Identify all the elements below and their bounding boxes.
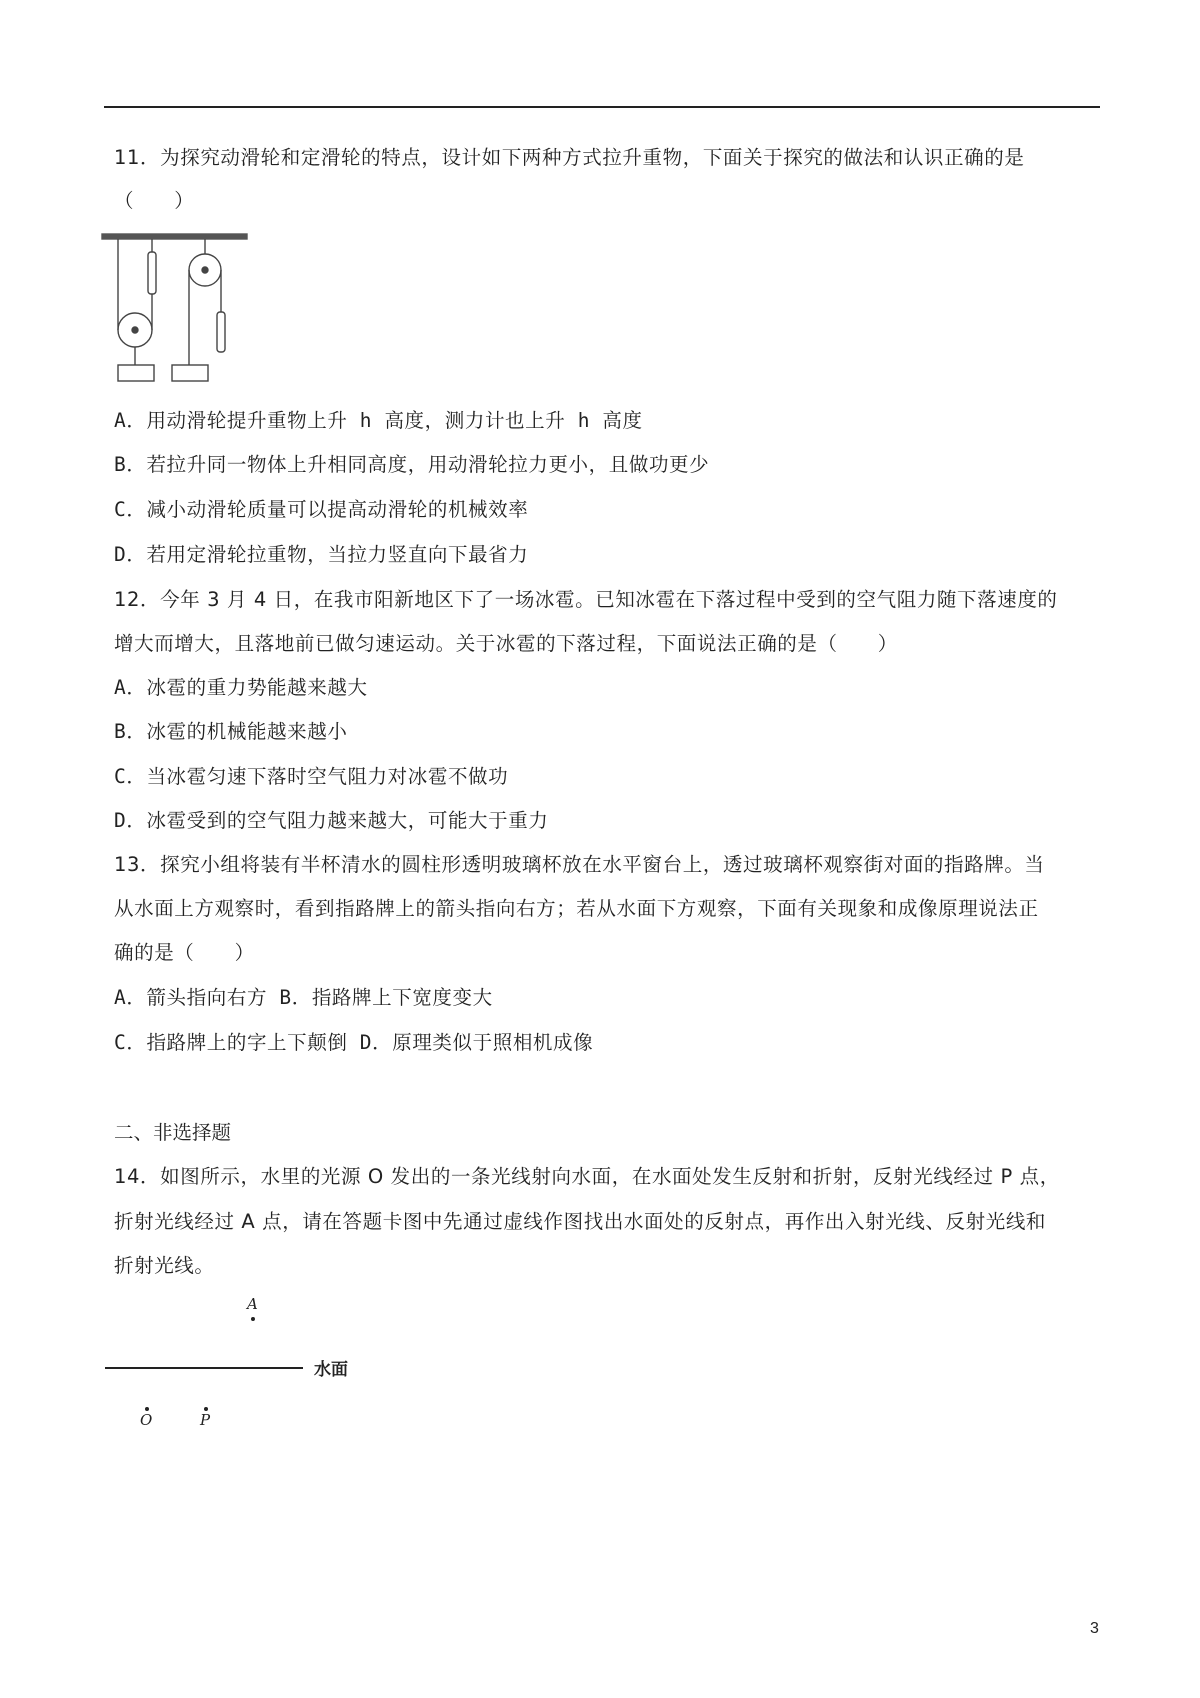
q12-option-b: B．冰雹的机械能越来越小 (114, 720, 348, 743)
spring-scale-left (148, 252, 156, 294)
q13-stem-line2: 从水面上方观察时，看到指路牌上的箭头指向右方；若从水面下方观察，下面有关现象和成像原理说法正 (114, 897, 1039, 920)
q13-options-row2: C．指路牌上的字上下颠倒 D．原理类似于照相机成像 (114, 1031, 594, 1054)
pulley-figure (100, 230, 260, 390)
q12-stem-line1: 12．今年 3 月 4 日，在我市阳新地区下了一场冰雹。已知冰雹在下落过程中受到的空气阻力随下落速度的 (114, 588, 1058, 611)
q14-stem-line3: 折射光线。 (114, 1254, 215, 1277)
water-surface-line (105, 1367, 303, 1369)
q11-option-c: C．减小动滑轮质量可以提高动滑轮的机械效率 (114, 498, 529, 521)
water-surface-label: 水面 (314, 1360, 348, 1380)
spring-scale-right (217, 312, 225, 352)
optics-figure (100, 1295, 400, 1445)
q11-option-a: A．用动滑轮提升重物上升 h 高度，测力计也上升 h 高度 (114, 409, 643, 432)
q11-stem-line2: （ ） (114, 189, 195, 212)
q11-option-d: D．若用定滑轮拉重物，当拉力竖直向下最省力 (114, 543, 529, 566)
q12-option-c: C．当冰雹匀速下落时空气阻力对冰雹不做功 (114, 765, 509, 788)
q11-stem-line1: 11．为探究动滑轮和定滑轮的特点，设计如下两种方式拉升重物，下面关于探究的做法和认识正确的是 (114, 146, 1025, 169)
header-rule (104, 106, 1100, 108)
q13-options-row1: A．箭头指向右方 B．指路牌上下宽度变大 (114, 986, 493, 1009)
page-number: 3 (1090, 1620, 1099, 1637)
q14-stem-line2: 折射光线经过 A 点，请在答题卡图中先通过虚线作图找出水面处的反射点，再作出入射光线、反射光线和 (114, 1210, 1047, 1233)
ceiling-bar (102, 234, 247, 239)
weight-right (172, 365, 208, 381)
weight-left (118, 365, 154, 381)
q12-stem-line2: 增大而增大，且落地前已做匀速运动。关于冰雹的下落过程，下面说法正确的是（ ） (114, 632, 898, 655)
q13-stem-line1: 13．探究小组将装有半杯清水的圆柱形透明玻璃杯放在水平窗台上，透过玻璃杯观察街对面的指路牌。当 (114, 853, 1045, 876)
q11-option-b: B．若拉升同一物体上升相同高度，用动滑轮拉力更小，且做功更少 (114, 453, 710, 476)
point-p-label: P (200, 1411, 211, 1429)
section-title: 二、非选择题 (114, 1121, 232, 1144)
q14-stem-line1: 14．如图所示，水里的光源 O 发出的一条光线射向水面，在水面处发生反射和折射，反射光线经过 P 点， (114, 1165, 1060, 1188)
q13-stem-line3: 确的是（ ） (114, 941, 255, 964)
q12-option-d: D．冰雹受到的空气阻力越来越大，可能大于重力 (114, 809, 549, 832)
point-a-dot (251, 1317, 255, 1321)
point-o-label: O (140, 1411, 153, 1429)
q12-option-a: A．冰雹的重力势能越来越大 (114, 676, 368, 699)
point-a-label: A (247, 1295, 258, 1313)
